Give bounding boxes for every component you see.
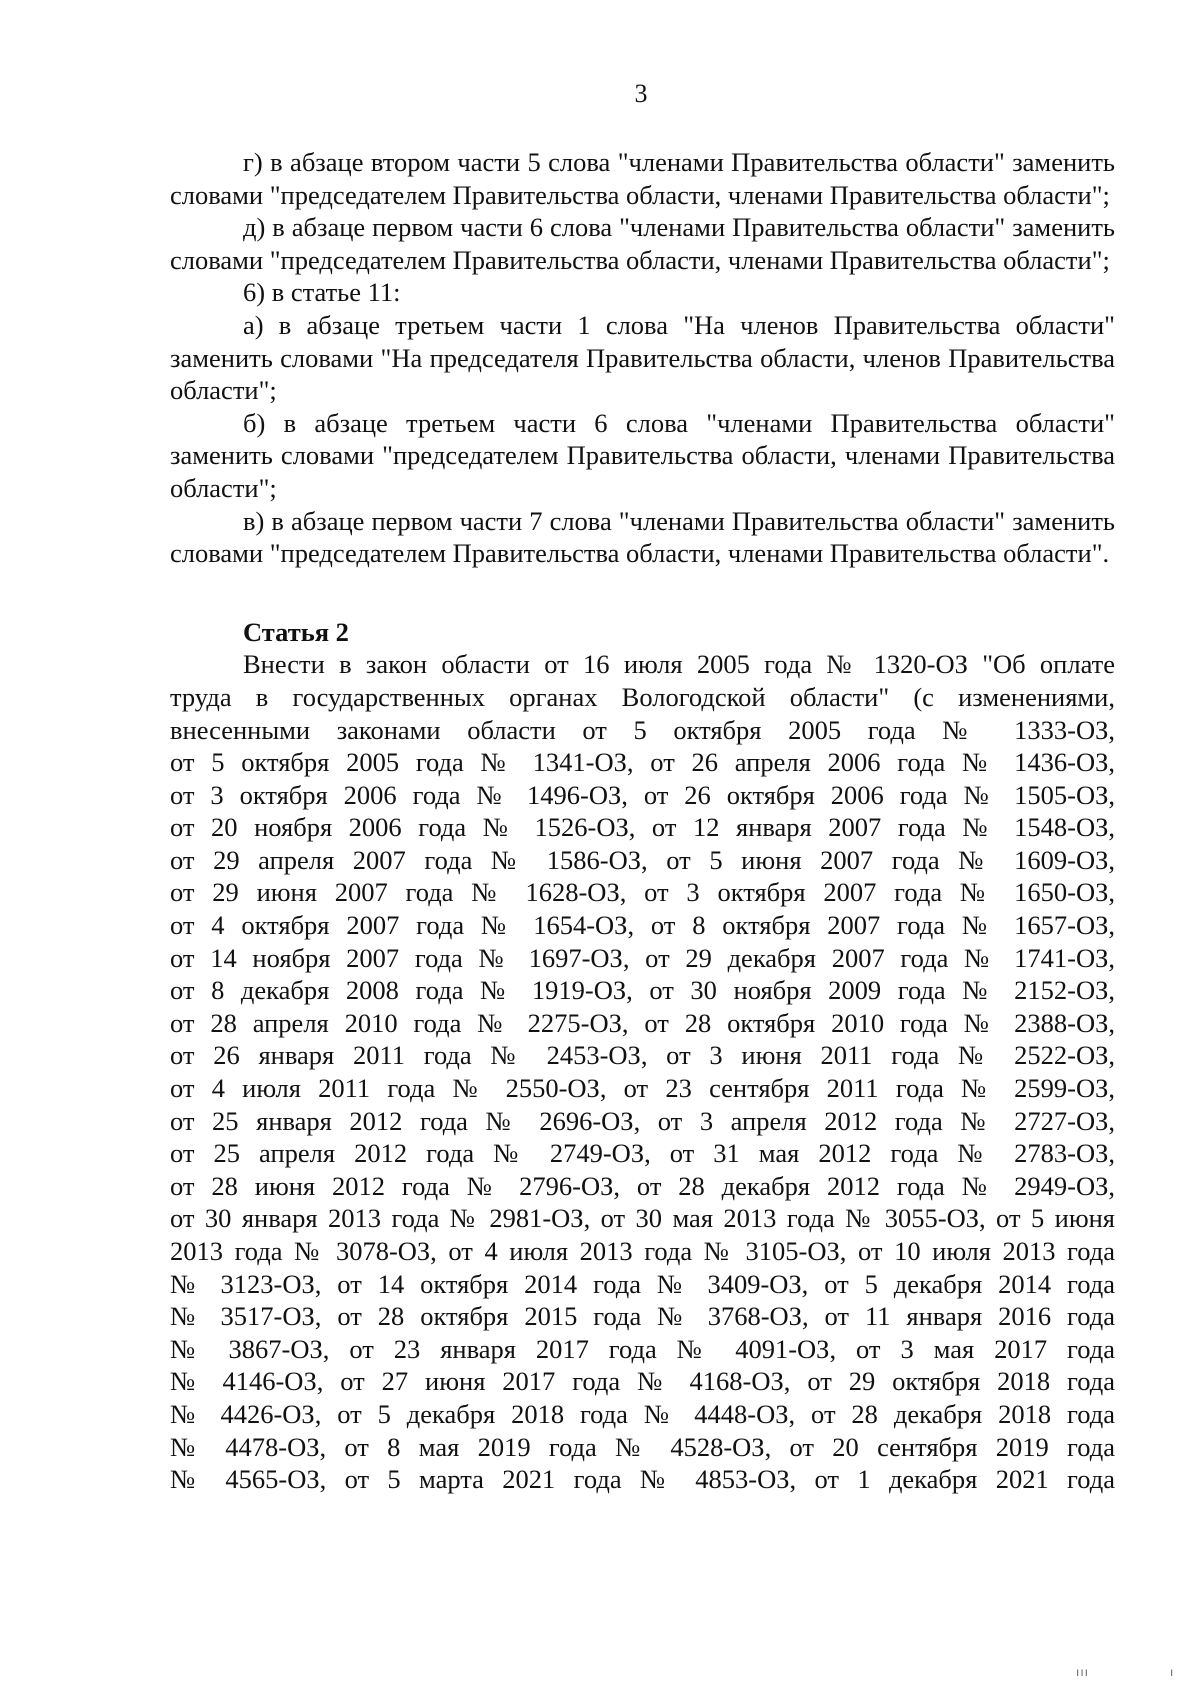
article-2-line: Внести в закон области от 16 июля 2005 года № 1320-ОЗ "Об оплате <box>243 649 1115 680</box>
article-2-line: от 29 июня 2007 года № 1628-ОЗ, от 3 октября 2007 года № 1650-ОЗ, <box>170 877 1115 908</box>
article-2-line: № 4426-ОЗ, от 5 декабря 2018 года № 4448-ОЗ, от 28 декабря 2018 года <box>170 1398 1115 1429</box>
article-2-line: № 4146-ОЗ, от 27 июня 2017 года № 4168-ОЗ, от 29 октября 2018 года <box>170 1366 1115 1397</box>
article-2-line: от 5 октября 2005 года № 1341-ОЗ, от 26 апреля 2006 года № 1436-ОЗ, <box>170 747 1115 778</box>
article-2-line: № 3867-ОЗ, от 23 января 2017 года № 4091-ОЗ, от 3 мая 2017 года <box>170 1333 1115 1364</box>
document-body <box>170 146 1115 1496</box>
article-2-line: 2013 года № 3078-ОЗ, от 4 июля 2013 года № 3105-ОЗ, от 10 июля 2013 года <box>170 1236 1115 1266</box>
article-2-line: № 4478-ОЗ, от 8 мая 2019 года № 4528-ОЗ, от 20 сентября 2019 года <box>170 1431 1115 1462</box>
article-2-line: от 14 ноября 2007 года № 1697-ОЗ, от 29 декабря 2007 года № 1741-ОЗ, <box>170 942 1115 973</box>
article-2-line: от 25 апреля 2012 года № 2749-ОЗ, от 31 мая 2012 года № 2783-ОЗ, <box>170 1138 1115 1169</box>
paragraph-b: б) в абзаце третьем части 6 слова "членами Правительства области" заменить словами "председателем Правительства области, членами Правительства области"; <box>170 407 1115 503</box>
article-2-line: от 26 января 2011 года № 2453-ОЗ, от 3 июня 2011 года № 2522-ОЗ, <box>170 1040 1115 1071</box>
article-2-line: № 3123-ОЗ, от 14 октября 2014 года № 3409-ОЗ, от 5 декабря 2014 года <box>170 1268 1115 1299</box>
paragraph-d: д) в абзаце первом части 6 слова "членами Правительства области" заменить словами "председателем Правительства области, членами Правительства области"; <box>170 212 1115 275</box>
article-2-line: от 28 июня 2012 года № 2796-ОЗ, от 28 декабря 2012 года № 2949-ОЗ, <box>170 1170 1115 1201</box>
paragraph-6: 6) в статье 11: <box>243 277 401 308</box>
paragraph-v: в) в абзаце первом части 7 слова "членами Правительства области" заменить словами "председателем Правительства области, членами Правительства области". <box>170 505 1115 569</box>
article-2-line: от 3 октября 2006 года № 1496-ОЗ, от 26 октября 2006 года № 1505-ОЗ, <box>170 779 1115 810</box>
article-2-line: от 4 октября 2007 года № 1654-ОЗ, от 8 октября 2007 года № 1657-ОЗ, <box>170 910 1115 941</box>
article-2-heading: Статья 2 <box>243 616 349 647</box>
paragraph-a: а) в абзаце третьем части 1 слова "На членов Правительства области" заменить словами "На председателя Правительства области, членов Правительства области"; <box>170 309 1115 406</box>
article-2-line: от 25 января 2012 года № 2696-ОЗ, от 3 апреля 2012 года № 2727-ОЗ, <box>170 1105 1115 1136</box>
scan-mark: ı <box>1170 1665 1175 1680</box>
article-2-line: внесенными законами области от 5 октября 2005 года № 1333-ОЗ, <box>170 714 1115 745</box>
article-2-text <box>170 648 1115 1495</box>
article-2-line: от 4 июля 2011 года № 2550-ОЗ, от 23 сентября 2011 года № 2599-ОЗ, <box>170 1073 1115 1104</box>
article-2-line: от 20 ноября 2006 года № 1526-ОЗ, от 12 января 2007 года № 1548-ОЗ, <box>170 812 1115 843</box>
article-2-line: от 28 апреля 2010 года № 2275-ОЗ, от 28 октября 2010 года № 2388-ОЗ, <box>170 1007 1115 1038</box>
scan-mark: ııı <box>1076 1665 1090 1680</box>
page-number: 3 <box>634 79 648 108</box>
article-2-line: труда в государственных органах Вологодской области" (с изменениями, <box>170 681 1115 712</box>
paragraph-g: г) в абзаце втором части 5 слова "членами Правительства области" заменить словами "председателем Правительства области, членами Правительства области"; <box>170 147 1115 210</box>
article-2-line: от 29 апреля 2007 года № 1586-ОЗ, от 5 июня 2007 года № 1609-ОЗ, <box>170 844 1115 875</box>
article-2-line: от 8 декабря 2008 года № 1919-ОЗ, от 30 ноября 2009 года № 2152-ОЗ, <box>170 975 1115 1006</box>
article-2-line: от 30 января 2013 года № 2981-ОЗ, от 30 мая 2013 года № 3055-ОЗ, от 5 июня <box>170 1203 1115 1234</box>
article-2-line: № 3517-ОЗ, от 28 октября 2015 года № 3768-ОЗ, от 11 января 2016 года <box>170 1301 1115 1332</box>
article-2-line: № 4565-ОЗ, от 5 марта 2021 года № 4853-ОЗ, от 1 декабря 2021 года <box>170 1464 1115 1495</box>
